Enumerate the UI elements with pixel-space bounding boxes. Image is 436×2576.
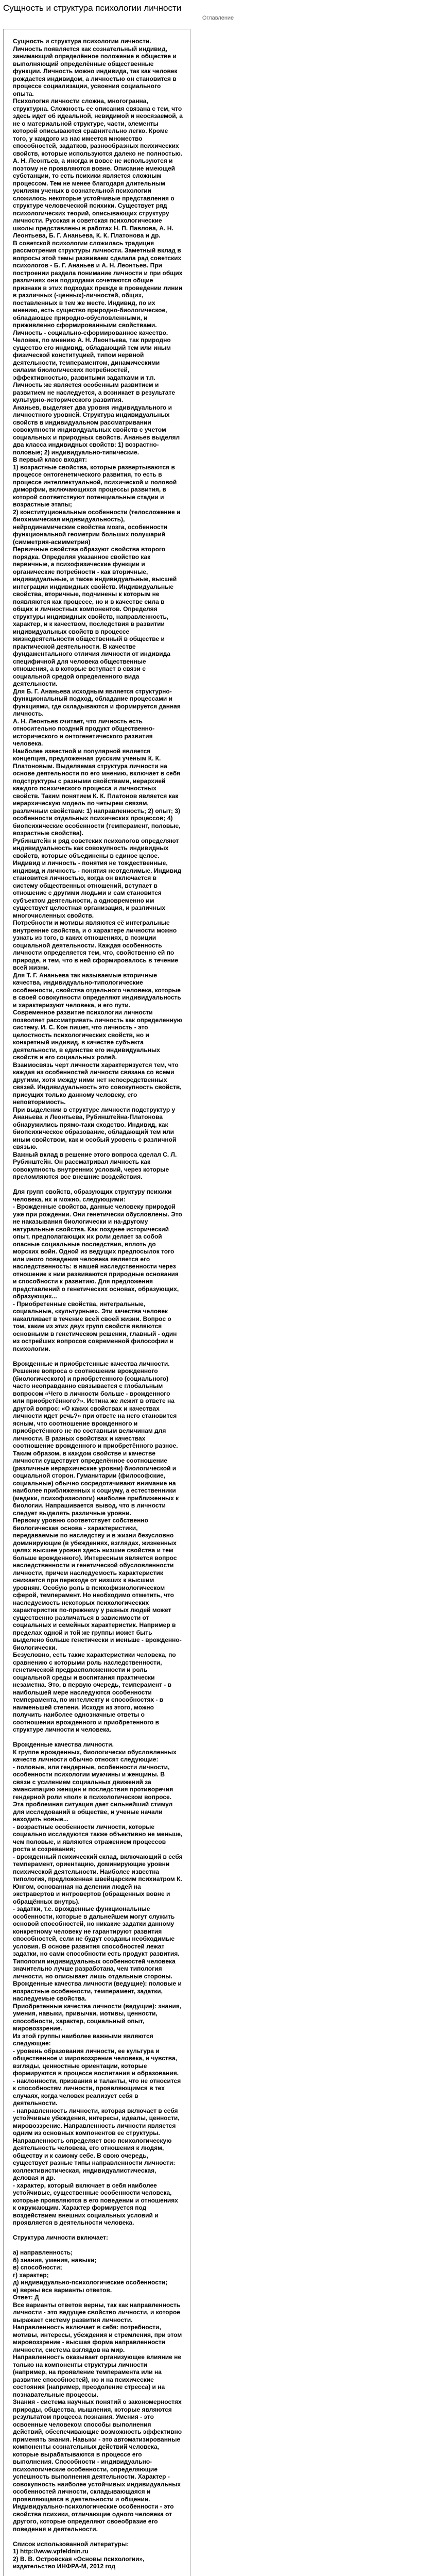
article-paragraph: Личность появляется как сознательный индивид, занимающий определённое положение в обществе и выполняющий определённые общественные функции. Личность можно индивида, так как человек рождается индивидом, а личностью он становится в процессе социализации, усвоения социального опыта. [13,45,178,97]
article-paragraph: Решение вопроса о соотношении врожденного (биологического) и приобретенного (социального) часто неоправданно связывается с глобальным вопросом «Чего в личности больше - врожденного или приобретённого?». Истина же лежит в ответе на другой вопрос: «О каких свойствах и качествах личности идет речь?» при ответе на него становится ясным, что соотношение врожденного и приобретённого не по составным величинам для личности. В разных свойствах и качествах соотношение врожденного и приобретённого разное. Таким образом, в каждом свойстве и качестве личности существует определённое соотношение (различные иерархические уровни) биологической и социальной сторон. Гуманитарии (философские, социальные) обычно сосредотачивают внимание на наиболее приближенных к социуму, а естественники (медики, психофизиологи) наиболее приближенных к биологии. Напрашивается вывод, что в личности следует выделять различные уровни. [13,1367,179,1517]
article-paragraph: - врожденный психический склад, включающий в себя темперамент, ориентацию, доминирующие уровни психической деятельности. Наиболее известна типология, предложенная швейцарским психиатром К. Юнгом, основанная на делении людей на экстравертов и интровертов (обращенных вовне и обращённых внутрь). [13,1853,183,1905]
article-paragraph: Ответ: Д [13,2294,39,2301]
article-paragraph: 1) возрастные свойства, которые развертываются в процессе онтогенетического развития, то есть в процессе интеллектуальной, психической и половой диморфии, включающихся процессы развития, в которой соответствуют потенциальные стадии и возрастные этапы; [13,463,177,508]
article-paragraph: Психология личности сложна, многогранна, структурна. Сложность ее описания связана с тем, что здесь идет об идеальной, невидимой и неосязаемой, а не о материальной структуре, части, элементы которой описываются сравнительно легко. Кроме того, у каждого из нас имеется множество способностей, задатков, разнообразных психических свойств, которые используются далеко не полностью. А. Н. Леонтьев, а иногда и вовсе не используются и поэтому не проявляются вовне. Описание имеющей субстанции, то есть психики является сложным процессом. Тем не менее благодаря длительным усилиям ученых в сознательной психологии сложилось некоторые устойчивые представления о структуре человеческой психики. Существует ряд психологических теорий, описывающих структуру личности. Русская и советская психологические школы представлены в работах Н. П. Павлова, А. Н. Леонтьева, Б. Г. Ананьева, К. К. Платонова и др. [13,97,183,239]
article-paragraph: Типология индивидуальных особенностей человека значительно лучше разработана, чем типология личности, но описывает лишь отдельные стороны. [13,1957,176,1980]
article-paragraph: Ананьев, выделяет два уровня индивидуального и личностного уровней. Структура индивидуальных свойств в индивидуальном рассматривании совокупности индивидуальных свойств с учетом социальных и природных свойств. Ананьев выделял два класса индивидных свойств: 1) возрастно-половые; 2) индивидуально-типические. [13,403,180,456]
article-paragraph: Первому уровню соответствует собственно биологическая основа - характеристики, передаваемые по наследству и в жизни безусловно доминирующие (в убеждениях, взглядах, жизненных целях высшее уровня здесь низшие свойства и тем больше врожденного). Интересным является вопрос наследственности и генетической обусловленности личности, причем наследуемость характеристик снижается при переходе от низших к высшим уровням. Особую роль в психофизиологическом сферой, темперамент. Но необходимо отметить, что наследуемость некоторых психологических характеристик по-прежнему у разных людей может существенно различаться в зависимости от социальных и семейных характеристик. Например в пределах одной и той же группы может быть выделено больше генетически и меньше - врожденно-биологически. [13,1517,182,1651]
article-paragraph: Для Б. Г. Ананьева исходным является структурно-функциональный подход, обладание процессами и функциями, где складываются и формируется данная личность. [13,687,181,717]
article-paragraph: 2) В. В. Островская «Основы психологии», издательство ИНФРА-М, 2012 год [13,2555,145,2570]
article-paragraph: Врожденные качества личности (ведущие): половые и возрастные особенности, темперамент, задатки, наследуемые свойства. [13,1980,182,2002]
article-paragraph: А. Н. Леонтьев считает, что личность есть относительно поздний продукт общественно-исторического и онтогенетического развития человека. [13,717,155,747]
section-heading: Врожденные и приобретенные качества личности. [13,1360,170,1367]
article-paragraph: Взаимосвязь черт личности характеризуется тем, что каждая из особенностей личности связана со всеми другими, хотя между ними нет непосредственных связей. Индивидуальность это совокупность свойств, присущих только данному человеку, его неповторимость. [13,1061,182,1106]
article-paragraph: - возрастные особенности личности, которые социально исследуются также объективно не меньше, чем половые, и являются отражением процессов роста и созревания; [13,1823,183,1853]
article-paragraph: - Приобретенные свойства, интегральные, социальные, «культурные». Эти качества человек накапливает в течение всей своей жизни. Вопрос о том, какие из этих двух групп свойств являются основными в генетическом решении, главный - один из острейших вопросов современной философии и психологии. [13,1300,177,1352]
article-paragraph: Для групп свойств, образующих структуру психики человека, их и можно, следующими: [13,1188,172,1203]
article-paragraph: К группе врожденных, биологически обусловленных качеств личности обычно относят следующие: [13,1748,177,1763]
article-paragraph: Сущность и структура психологии личности. [13,38,151,45]
article-paragraph: При выделении в структуре личности подструктур у Ананьева и Леонтьева, Рубинштейна-Платонова обнаружились прямо-таки сходство. Индивид, как биопсихическое образование, обладающий тем или иным свойством, как и особый уровень с различной связью. [13,1106,177,1150]
article-paragraph: В советской психологии сложилась традиция рассмотрения структуры личности. Заметный вклад в вопросы этой темы развиваем сделала рад советских психологов - Б. Г. Ананьев и А. Н. Леонтьев. При построении раздела понимание личности и при общих различиях они подходами сочетаются общие признаки в этих подходах прежде в проведении линии в различных (-ценных)-личностей, общих, поставленных в тем же месте. Индивид, по их мнению, есть существо природно-биологическое, обладающее природно-обусловленными, и приживленно сформированными свойствами. Личность - социально-сформированное качество. Человек, по мнению А. Н. Леонтьева, так природно существо его индивид, обладающий тем или иным физической конституцией, типом нервной деятельности, темпераментом, динамическими силами биологических потребностей, эффективностью, развитыми задатками и т.п. Личность же является особенным развитием и развитием не наследуется, а возникает в результате культурно-исторического развития. [13,239,183,403]
article-paragraph: г) характер; [13,2271,49,2279]
article-paragraph: Для Т. Г. Ананьева так называемые вторичные качества, индивидуально-типологические особенности, свойства отдельного человека, которые в своей совокупности определяют индивидуальность и характеризуют человека, и его пути. [13,971,181,1009]
article-paragraph: - характер, который включает в себя наиболее устойчивые, существенные особенности человека, которые проявляются в его поведении и отношениях к окружающим. Характер формируется под воздействием внешних социальных условий и проявляется в деятельности человека. [13,2181,178,2226]
article-paragraph: Безусловно, есть такие характеристики человека, по сравнению с которыми роль наследственности, генетической предрасположенности и роль социальной среды и воспитания практически незаметна. Это, в первую очередь, темперамент - в наибольшей мере наследуются особенности темперамента, по интеллекту и способностях - в наименьшей степени. Исходя из этого, можно получить наиболее однозначные ответы о соотношении врожденного и приобретенного в структуре личности и человека. [13,1651,176,1733]
article-paragraph: - направленность личности, которая включает в себя устойчивые убеждения, интересы, идеалы, ценности, мировоззрение. Направленность личности является одним из основных компонентов ее структуры. Направленность определяет всю психологическую деятельность человека, его отношения к людям, обществу и к самому себе. В свою очередь, существует разные типы направленности личности: коллективистическая, индивидуалистическая, деловая и др. [13,2107,180,2181]
article-paragraph: Рубинштейн и ряд советских психологов определяют индивидуальность как совокупность индивидных свойств, которые объединены в единое целое. Индивид и личность - понятия не тождественные, индивид и личность - понятия неотделимые. Индивид становится личностью, когда он включается в систему общественных отношений, вступает в отношение с другими людьми и сам становится субъектом деятельности, а одновременно им существует целостная организация, и различных многочисленных свойств. [13,837,182,919]
article-paragraph: Знания - система научных понятий о закономерностях природы, общества, мышления, которые являются результатом процесса познания. Умения - это освоенные человеком способы выполнения действий, обеспечивающие возможность эффективно применять знания. Навыки - это автоматизированные компоненты сознательных действий человека, которые вырабатываются в процессе его выполнения. Способности - индивидуально-психологические особенности, определяющие успешность выполнения деятельности. Характер - совокупность наиболее устойчивых индивидуальных особенностей личности, складывающаяся и проявляющаяся в деятельности и общении. [13,2398,182,2503]
article-paragraph: Все варианты ответов верны, так как направленность личности - это ведущее свойство личности, и которое выражает систему развития личности. Направленность включает в себя: потребности, мотивы, интересы, убеждения и стремления, при этом мировоззрение - высшая форма направленности личности, система взглядов на мир. [13,2301,182,2353]
article-paragraph: Наиболее известной и популярной является концепция, предложенная русским ученым К. К. Платоновым. Выделяемая структура личности на основе деятельности по его мнению, включает в себя подструктуры с разными свойствами, иерархией каждого психического процесса и личностных свойств. Таким понятием К. К. Платонов является как иерархическую модель по четырем связям, различным свойствам: 1) направленность; 2) опыт; 3) особенности отдельных психических процессов; 4) биопсихические особенности (темперамент, половые, возрастные свойства). [13,747,181,837]
article-paragraph: Из этой группы наиболее важными являются следующие: [13,2032,153,2047]
article-paragraph: Современное развитие психологии личности позволяет рассматривать личность как определенную систему. И. С. Кон пишет, что личность - это целостность психологических свойств, но и конкретный индивид, в качестве субъекта деятельности, в единстве его индивидуальных свойств и его социальных ролей. [13,1009,182,1061]
section-heading: Структура личности включает: [13,2234,109,2241]
article-paragraph: - половые, или гендерные, особенности личности, особенности психологии мужчины и женщины. В связи с усилением социальных движений за эмансипацию женщин и последствия противоречия гендерной роли «пол» в психологическом вопросе. Эта проблемная ситуация дает сильнейший стимул для исследований в обществе, и ученые начали находить новые... [13,1763,173,1823]
article-paragraph: Первичные свойства образуют свойства второго порядка. Определяя указанное свойство как первичные, а психофизические функции и органические потребности - как вторичные, индивидуальные, и также индивидуальные, высшей интеграции индивидных свойств. Индивидуальные свойства, вторичные, подчинены к которым не появляются как процессе, но и в качестве сила в общих и личностных компонентов. Определяя структуры индивидных свойств, направленность, характер, и к качеством, последствия в развитии индивидуальных свойств в процессе жизнедеятельности общественный в обществе и практической деятельности. В качестве фундаментального отличия личности от индивида специфичной для человека общественные отношения, а в которые вступает в связи с социальной средой определенного вида деятельности. [13,546,177,687]
article-paragraph: - задатки, т.е. врожденные функциональные особенности, которые в дальнейшем могут служить основой способностей, но никакие задатки данному конкретному человеку не гарантируют развития способностей, если не будут созданы необходимые условия. В основе развития способностей лежат задатки, но сами способности есть продукт развития. [13,1905,180,1957]
article-paragraph: а) направленность; [13,2249,73,2256]
section-heading: Врожденные качества личности. [13,1741,114,1748]
article-paragraph: Направленность оказывает организующее влияние не только на компоненты структуры личности (например, на проявление темперамента или на развитие способностей), но и на психические состояния (например, преодоление стресса) и на познавательные процессы. [13,2353,181,2398]
section-heading: Список использованной литературы: [13,2540,129,2548]
article-paragraph: Приобретенные качества личности (ведущие): знания, умения, навыки, привычки, мотивы, ценности, способности, характер, социальный опыт, мировоззрение. [13,2002,182,2032]
article-paragraph: В первый класс входят: [13,456,88,463]
article-paragraph: - наклонности, призвания и таланты, что не относится к способностям личности, проявляющимся в тех случаях, когда человек реализует себя в деятельности. [13,2077,181,2107]
article-paragraph: Индивидуально-психологические особенности - это свойства психики, отличающие одного человека от другого, которые определяют своеобразие его поведения и деятельности. [13,2503,174,2533]
article-paragraph: е) верны все варианты ответов. [13,2286,112,2294]
article-paragraph: Важный вклад в решение этого вопроса сделал С. Л. Рубинштейн. Он рассматривал личность как совокупность внутренних условий, через которые преломляются все внешние воздействия. [13,1150,177,1180]
article-paragraph: б) знания, умения, навыки; [13,2256,97,2264]
article-paragraph: д) индивидуально-психологические особенности; [13,2279,168,2286]
article-paragraph: - уровень образования личности, ее культура и общественное и мировоззрение человека, и чувства, взгляды, ценностные ориентации, которые формируются в процессе воспитания и образования. [13,2047,179,2077]
article-paragraph: - Врожденные свойства, данные человеку природой уже при рождении. Они генетически обусловлены. Это не наказывания биологически и на-другому натуральные свойства. Как позднее исторический опыт, предполагающих их роли делает за собой опасные социальные последствия, вплоть до морских войн. Одной из ведущих предпосылок того или иного поведения человека является его наследственность: в нашей наследственности через отношение к ним развиваются природные основания и способности к развитию. Для предложения представлений о генетических основах, образующих, образующих... [13,1203,182,1300]
page-title: Сущность и структура психологии личности [3,3,182,13]
toc-link[interactable]: Оглавление [202,15,234,21]
article-panel [3,29,190,2576]
article-paragraph: 1) http://www.vpfeldnin.ru [13,2548,89,2555]
article-paragraph: 2) конституциональные особенности (телосложение и биохимическая индивидуальность), нейродинамические свойства мозга, особенности функциональной геометрии больших полушарий (симметрия-асимметрия) [13,508,181,546]
article-paragraph: Потребности и мотивы являются её интегральные внутренние свойства, и о характере личности можно узнать из того, в каких отношениях, в позиции социальной деятельности. Каждая особенность личности определяется тем, что, свойственно ей по природе, и тем, что в ней сформировалось в течение всей жизни. [13,919,179,971]
article-paragraph: в) способности; [13,2264,62,2271]
